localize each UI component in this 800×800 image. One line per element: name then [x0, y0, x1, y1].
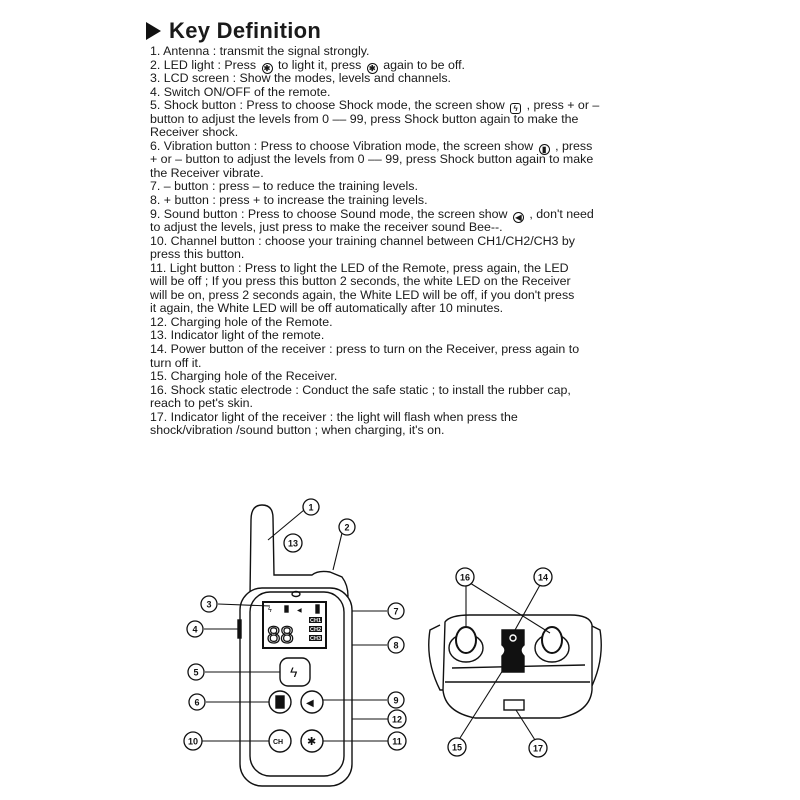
remote-outer-body — [240, 588, 352, 786]
electrode-left — [456, 627, 476, 653]
callout-3 — [201, 596, 217, 612]
line-text: 4. Switch ON/OFF of the remote. — [150, 84, 331, 99]
callout-label: 8 — [393, 640, 399, 651]
line-text: 11. Light button : Press to light the LED of the Remote, press again, the LED — [150, 260, 569, 275]
light-icon: ✱ — [262, 63, 273, 74]
callout-label: 10 — [187, 736, 199, 747]
callout-label: 12 — [391, 714, 403, 725]
callout-17 — [529, 739, 547, 757]
sound-icon: ◀ — [513, 212, 524, 223]
callout-label: 17 — [532, 743, 544, 754]
line-text: 10. Channel button : choose your training channel between CH1/CH2/CH3 by — [150, 233, 575, 248]
callout-1 — [303, 499, 319, 515]
line-text: 14. Power button of the receiver : press to turn on the Receiver, press again to — [150, 342, 580, 357]
sound-button-icon: ◀ — [306, 698, 314, 709]
callout-label: 3 — [206, 599, 212, 610]
line-text: 5. Shock button : Press to choose Shock mode, the screen show — [150, 98, 505, 113]
callout-8 — [388, 637, 404, 653]
line-text: will be off ; If you press this button 2 seconds, the white LED on the Receiver — [150, 274, 571, 289]
line-text: 8. + button : press + to increase the training levels. — [150, 193, 428, 208]
power-switch — [238, 620, 241, 638]
vibration-button-icon — [276, 696, 284, 708]
callout-label: 15 — [451, 742, 463, 753]
callout-label: 1 — [308, 502, 314, 513]
callout-11 — [388, 732, 406, 750]
line-text: 9. Sound button : Press to choose Sound mode, the screen show — [150, 206, 508, 221]
line-text: again to be off. — [383, 57, 465, 72]
receiver-indicator-light — [504, 700, 524, 710]
callout-label: 9 — [393, 695, 399, 706]
line-text: 1. Antenna : transmit the signal strongly. — [150, 44, 370, 58]
callout-5 — [188, 664, 204, 680]
line-text: 15. Charging hole of the Receiver. — [150, 369, 338, 384]
receiver-power-button[interactable] — [502, 630, 524, 672]
line-text: 3. LCD screen : Show the modes, levels and channels. — [150, 71, 451, 86]
line-text: Receiver shock. — [150, 125, 239, 140]
lcd-channel-3: CH3 — [310, 636, 322, 642]
callout-2 — [339, 519, 355, 535]
lcd-shock-icon: ϟ — [268, 607, 272, 614]
electrode-right — [542, 627, 562, 653]
callout-label: 6 — [194, 697, 200, 708]
line-text: 12. Charging hole of the Remote. — [150, 314, 333, 329]
lcd-battery-icon — [316, 605, 319, 613]
callout-6 — [189, 694, 205, 710]
line-text: 7. – button : press – to reduce the training levels. — [150, 179, 418, 194]
callout-9 — [388, 692, 404, 708]
callout-label: 4 — [192, 624, 198, 635]
line-text: will be on, press 2 seconds again, the White LED will be off, if you don't press — [150, 287, 575, 302]
callout-10 — [184, 732, 202, 750]
line-text: 6. Vibration button : Press to choose Vibration mode, the screen show — [150, 138, 534, 153]
line-text: shock/vibration /sound button ; when charging, it's on. — [150, 423, 445, 438]
line-text: button to adjust the levels from 0 –– 99, press Shock button again to make the — [150, 111, 579, 126]
line-text: to light it, press — [277, 57, 362, 72]
line-text: to adjust the levels, just press to make the receiver sound Bee--. — [150, 220, 503, 235]
light-button-icon: ✱ — [307, 736, 317, 748]
lcd-channel-2: CH2 — [310, 627, 322, 633]
shock-button-icon: ϟ — [290, 664, 298, 680]
line-text: , press + or – — [526, 98, 600, 113]
callout-label: 2 — [344, 522, 350, 533]
lcd-sound-icon: ◀ — [297, 608, 302, 614]
line-text: 16. Shock static electrode : Conduct the safe static ; to install the rubber cap, — [150, 382, 571, 397]
line-text: it again, the White LED will be off automatically after 10 minutes. — [150, 301, 504, 316]
line-text: 13. Indicator light of the remote. — [150, 328, 325, 343]
line-text: 17. Indicator light of the receiver : the light will flash when press the — [150, 409, 518, 424]
shock-icon: ϟ — [510, 103, 521, 114]
callout-13 — [284, 534, 302, 552]
callout-14 — [534, 568, 552, 586]
line-text: + or – button to adjust the levels from 0 –– 99, press Shock button again to make — [150, 152, 594, 167]
light-icon: ✱ — [367, 63, 378, 74]
callout-label: 7 — [393, 606, 399, 617]
lcd-vibration-icon — [285, 606, 288, 612]
receiver-illustration — [429, 615, 602, 718]
callout-4 — [187, 621, 203, 637]
callout-label: 14 — [537, 572, 549, 583]
callout-label: 5 — [193, 667, 199, 678]
callout-label: 16 — [459, 572, 471, 583]
line-text: the Receiver vibrate. — [150, 165, 264, 180]
callout-16 — [456, 568, 474, 586]
callout-15 — [448, 738, 466, 756]
callout-label: 11 — [392, 736, 402, 747]
title-text: Key Definition — [169, 18, 322, 43]
lcd-channel-1: CH1 — [310, 618, 322, 624]
line-text: reach to pet's skin. — [150, 396, 253, 411]
callout-7 — [388, 603, 404, 619]
line-text: 2. LED light : Press — [150, 57, 257, 72]
line-text: turn off it. — [150, 355, 202, 370]
channel-button-label: CH — [273, 739, 284, 746]
vibration-icon: ▮ — [539, 144, 550, 155]
line-text: , press — [555, 138, 593, 153]
callout-label: 13 — [287, 538, 299, 549]
callout-12 — [388, 710, 406, 728]
lcd-digits: 88 — [267, 622, 294, 649]
line-text: press this button. — [150, 247, 245, 262]
line-text: , don't need — [529, 206, 594, 221]
